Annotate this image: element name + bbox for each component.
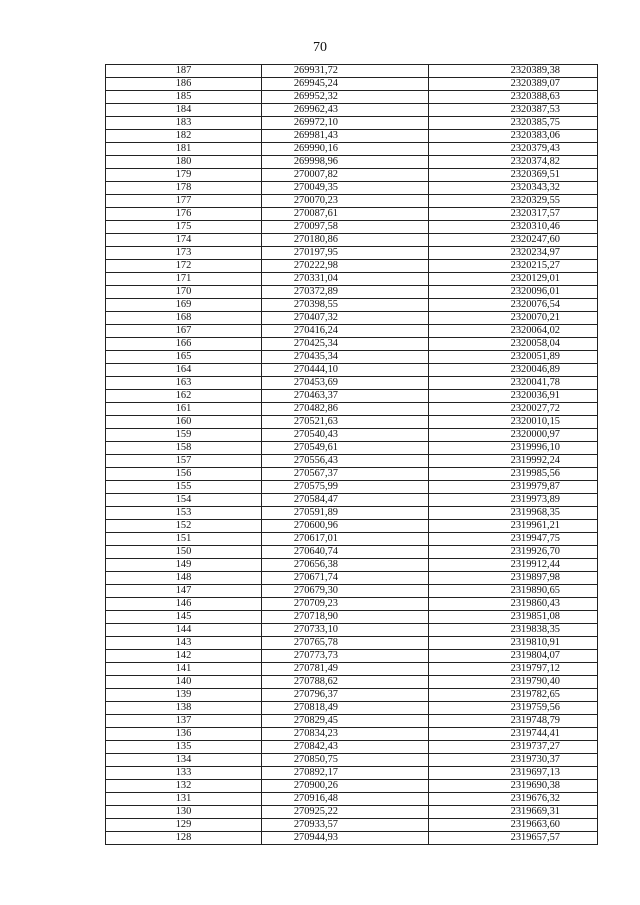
- point-number-cell: 129: [106, 819, 262, 832]
- y-coordinate-cell: 2319926,70: [429, 546, 598, 559]
- y-coordinate-cell: 2319730,37: [429, 754, 598, 767]
- table-row: [106, 611, 598, 624]
- point-number-cell: 153: [106, 507, 262, 520]
- point-number-cell: 175: [106, 221, 262, 234]
- y-coordinate-cell: 2319690,38: [429, 780, 598, 793]
- y-coordinate-cell: 2320389,07: [429, 78, 598, 91]
- point-number-cell: 187: [106, 65, 262, 78]
- table-row: [106, 494, 598, 507]
- y-coordinate-cell: 2320070,21: [429, 312, 598, 325]
- y-coordinate-cell: 2319838,35: [429, 624, 598, 637]
- y-coordinate-cell: 2320041,78: [429, 377, 598, 390]
- table-row: [106, 182, 598, 195]
- point-number-cell: 178: [106, 182, 262, 195]
- x-coordinate-cell: 270398,55: [262, 299, 429, 312]
- table-row: [106, 221, 598, 234]
- x-coordinate-cell: 269931,72: [262, 65, 429, 78]
- point-number-cell: 169: [106, 299, 262, 312]
- table-row: [106, 130, 598, 143]
- table-row: [106, 819, 598, 832]
- point-number-cell: 179: [106, 169, 262, 182]
- point-number-cell: 182: [106, 130, 262, 143]
- point-number-cell: 144: [106, 624, 262, 637]
- y-coordinate-cell: 2320051,89: [429, 351, 598, 364]
- point-number-cell: 145: [106, 611, 262, 624]
- table-row: [106, 663, 598, 676]
- table-row: [106, 364, 598, 377]
- table-row: [106, 533, 598, 546]
- point-number-cell: 155: [106, 481, 262, 494]
- point-number-cell: 161: [106, 403, 262, 416]
- x-coordinate-cell: 270933,57: [262, 819, 429, 832]
- table-row: [106, 806, 598, 819]
- point-number-cell: 147: [106, 585, 262, 598]
- point-number-cell: 180: [106, 156, 262, 169]
- point-number-cell: 160: [106, 416, 262, 429]
- x-coordinate-cell: 270425,34: [262, 338, 429, 351]
- point-number-cell: 128: [106, 832, 262, 845]
- y-coordinate-cell: 2319968,35: [429, 507, 598, 520]
- y-coordinate-cell: 2320343,32: [429, 182, 598, 195]
- table-row: [106, 650, 598, 663]
- x-coordinate-cell: 270584,47: [262, 494, 429, 507]
- point-number-cell: 141: [106, 663, 262, 676]
- x-coordinate-cell: 270197,95: [262, 247, 429, 260]
- x-coordinate-cell: 269972,10: [262, 117, 429, 130]
- point-number-cell: 132: [106, 780, 262, 793]
- x-coordinate-cell: 270049,35: [262, 182, 429, 195]
- table-row: [106, 689, 598, 702]
- x-coordinate-cell: 270916,48: [262, 793, 429, 806]
- x-coordinate-cell: 270640,74: [262, 546, 429, 559]
- y-coordinate-cell: 2320385,75: [429, 117, 598, 130]
- point-number-cell: 181: [106, 143, 262, 156]
- y-coordinate-cell: 2319897,98: [429, 572, 598, 585]
- table-row: [106, 520, 598, 533]
- point-number-cell: 186: [106, 78, 262, 91]
- table-row: [106, 312, 598, 325]
- table-row: [106, 780, 598, 793]
- y-coordinate-cell: 2320374,82: [429, 156, 598, 169]
- x-coordinate-cell: 270671,74: [262, 572, 429, 585]
- y-coordinate-cell: 2319961,21: [429, 520, 598, 533]
- table-row: [106, 104, 598, 117]
- point-number-cell: 166: [106, 338, 262, 351]
- point-number-cell: 137: [106, 715, 262, 728]
- y-coordinate-cell: 2320036,91: [429, 390, 598, 403]
- x-coordinate-cell: 270773,73: [262, 650, 429, 663]
- y-coordinate-cell: 2320046,89: [429, 364, 598, 377]
- x-coordinate-cell: 270097,58: [262, 221, 429, 234]
- x-coordinate-cell: 270007,82: [262, 169, 429, 182]
- y-coordinate-cell: 2319979,87: [429, 481, 598, 494]
- x-coordinate-cell: 270818,49: [262, 702, 429, 715]
- x-coordinate-cell: 270788,62: [262, 676, 429, 689]
- table-row: [106, 91, 598, 104]
- y-coordinate-cell: 2319737,27: [429, 741, 598, 754]
- point-number-cell: 146: [106, 598, 262, 611]
- x-coordinate-cell: 270575,99: [262, 481, 429, 494]
- x-coordinate-cell: 269962,43: [262, 104, 429, 117]
- x-coordinate-cell: 270556,43: [262, 455, 429, 468]
- table-row: [106, 624, 598, 637]
- y-coordinate-cell: 2320215,27: [429, 260, 598, 273]
- y-coordinate-cell: 2319797,12: [429, 663, 598, 676]
- y-coordinate-cell: 2320000,97: [429, 429, 598, 442]
- x-coordinate-cell: 270463,37: [262, 390, 429, 403]
- y-coordinate-cell: 2320010,15: [429, 416, 598, 429]
- y-coordinate-cell: 2319657,57: [429, 832, 598, 845]
- x-coordinate-cell: 270834,23: [262, 728, 429, 741]
- table-row: [106, 286, 598, 299]
- x-coordinate-cell: 270925,22: [262, 806, 429, 819]
- x-coordinate-cell: 270407,32: [262, 312, 429, 325]
- table-row: [106, 208, 598, 221]
- x-coordinate-cell: 270521,63: [262, 416, 429, 429]
- y-coordinate-cell: 2320027,72: [429, 403, 598, 416]
- point-number-cell: 135: [106, 741, 262, 754]
- point-number-cell: 136: [106, 728, 262, 741]
- table-row: [106, 559, 598, 572]
- table-row: [106, 273, 598, 286]
- x-coordinate-cell: 270540,43: [262, 429, 429, 442]
- y-coordinate-cell: 2319759,56: [429, 702, 598, 715]
- x-coordinate-cell: 269990,16: [262, 143, 429, 156]
- y-coordinate-cell: 2320076,54: [429, 299, 598, 312]
- table-row: [106, 234, 598, 247]
- table-row: [106, 143, 598, 156]
- table-row: [106, 585, 598, 598]
- y-coordinate-cell: 2320387,53: [429, 104, 598, 117]
- table-row: [106, 728, 598, 741]
- table-row: [106, 377, 598, 390]
- x-coordinate-cell: 270892,17: [262, 767, 429, 780]
- table-row: [106, 598, 598, 611]
- table-row: [106, 793, 598, 806]
- x-coordinate-cell: 270733,10: [262, 624, 429, 637]
- x-coordinate-cell: 270765,78: [262, 637, 429, 650]
- y-coordinate-cell: 2319810,91: [429, 637, 598, 650]
- y-coordinate-cell: 2319744,41: [429, 728, 598, 741]
- x-coordinate-cell: 270222,98: [262, 260, 429, 273]
- table-row: [106, 338, 598, 351]
- point-number-cell: 184: [106, 104, 262, 117]
- y-coordinate-cell: 2319697,13: [429, 767, 598, 780]
- x-coordinate-cell: 269981,43: [262, 130, 429, 143]
- x-coordinate-cell: 270718,90: [262, 611, 429, 624]
- x-coordinate-cell: 270591,89: [262, 507, 429, 520]
- x-coordinate-cell: 269945,24: [262, 78, 429, 91]
- table-row: [106, 702, 598, 715]
- point-number-cell: 164: [106, 364, 262, 377]
- point-number-cell: 174: [106, 234, 262, 247]
- x-coordinate-cell: 270482,86: [262, 403, 429, 416]
- y-coordinate-cell: 2319676,32: [429, 793, 598, 806]
- y-coordinate-cell: 2319973,89: [429, 494, 598, 507]
- x-coordinate-cell: 270617,01: [262, 533, 429, 546]
- table-row: [106, 65, 598, 78]
- table-row: [106, 676, 598, 689]
- point-number-cell: 152: [106, 520, 262, 533]
- y-coordinate-cell: 2319890,65: [429, 585, 598, 598]
- x-coordinate-cell: 270567,37: [262, 468, 429, 481]
- y-coordinate-cell: 2319992,24: [429, 455, 598, 468]
- x-coordinate-cell: 270850,75: [262, 754, 429, 767]
- y-coordinate-cell: 2320058,04: [429, 338, 598, 351]
- y-coordinate-cell: 2320388,63: [429, 91, 598, 104]
- y-coordinate-cell: 2319912,44: [429, 559, 598, 572]
- y-coordinate-cell: 2320310,46: [429, 221, 598, 234]
- table-row: [106, 637, 598, 650]
- table-row: [106, 741, 598, 754]
- table-row: [106, 351, 598, 364]
- table-row: [106, 416, 598, 429]
- table-row: [106, 832, 598, 845]
- table-row: [106, 78, 598, 91]
- y-coordinate-cell: 2320129,01: [429, 273, 598, 286]
- table-row: [106, 247, 598, 260]
- point-number-cell: 148: [106, 572, 262, 585]
- table-row: [106, 546, 598, 559]
- point-number-cell: 172: [106, 260, 262, 273]
- x-coordinate-cell: 269952,32: [262, 91, 429, 104]
- x-coordinate-cell: 270331,04: [262, 273, 429, 286]
- y-coordinate-cell: 2319748,79: [429, 715, 598, 728]
- table-row: [106, 260, 598, 273]
- y-coordinate-cell: 2319996,10: [429, 442, 598, 455]
- y-coordinate-cell: 2320379,43: [429, 143, 598, 156]
- point-number-cell: 150: [106, 546, 262, 559]
- y-coordinate-cell: 2319663,60: [429, 819, 598, 832]
- table-row: [106, 403, 598, 416]
- point-number-cell: 139: [106, 689, 262, 702]
- y-coordinate-cell: 2320389,38: [429, 65, 598, 78]
- point-number-cell: 173: [106, 247, 262, 260]
- point-number-cell: 149: [106, 559, 262, 572]
- point-number-cell: 151: [106, 533, 262, 546]
- x-coordinate-cell: 270180,86: [262, 234, 429, 247]
- table-row: [106, 754, 598, 767]
- point-number-cell: 168: [106, 312, 262, 325]
- x-coordinate-cell: 270656,38: [262, 559, 429, 572]
- x-coordinate-cell: 270444,10: [262, 364, 429, 377]
- point-number-cell: 183: [106, 117, 262, 130]
- table-row: [106, 429, 598, 442]
- y-coordinate-cell: 2320329,55: [429, 195, 598, 208]
- point-number-cell: 176: [106, 208, 262, 221]
- x-coordinate-cell: 270781,49: [262, 663, 429, 676]
- y-coordinate-cell: 2319947,75: [429, 533, 598, 546]
- point-number-cell: 142: [106, 650, 262, 663]
- y-coordinate-cell: 2319790,40: [429, 676, 598, 689]
- point-number-cell: 143: [106, 637, 262, 650]
- x-coordinate-cell: 270796,37: [262, 689, 429, 702]
- table-row: [106, 455, 598, 468]
- point-number-cell: 165: [106, 351, 262, 364]
- x-coordinate-cell: 269998,96: [262, 156, 429, 169]
- point-number-cell: 158: [106, 442, 262, 455]
- x-coordinate-cell: 270709,23: [262, 598, 429, 611]
- x-coordinate-cell: 270087,61: [262, 208, 429, 221]
- page-number: 70: [313, 40, 327, 55]
- x-coordinate-cell: 270842,43: [262, 741, 429, 754]
- table-row: [106, 195, 598, 208]
- x-coordinate-cell: 270549,61: [262, 442, 429, 455]
- x-coordinate-cell: 270944,93: [262, 832, 429, 845]
- table-row: [106, 481, 598, 494]
- point-number-cell: 133: [106, 767, 262, 780]
- point-number-cell: 185: [106, 91, 262, 104]
- x-coordinate-cell: 270070,23: [262, 195, 429, 208]
- point-number-cell: 163: [106, 377, 262, 390]
- point-number-cell: 156: [106, 468, 262, 481]
- table-row: [106, 715, 598, 728]
- y-coordinate-cell: 2320247,60: [429, 234, 598, 247]
- x-coordinate-cell: 270900,26: [262, 780, 429, 793]
- point-number-cell: 130: [106, 806, 262, 819]
- table-row: [106, 325, 598, 338]
- x-coordinate-cell: 270829,45: [262, 715, 429, 728]
- point-number-cell: 140: [106, 676, 262, 689]
- table-row: [106, 767, 598, 780]
- coordinates-table-body: [106, 65, 598, 845]
- table-row: [106, 442, 598, 455]
- y-coordinate-cell: 2319804,07: [429, 650, 598, 663]
- x-coordinate-cell: 270679,30: [262, 585, 429, 598]
- point-number-cell: 154: [106, 494, 262, 507]
- table-row: [106, 156, 598, 169]
- y-coordinate-cell: 2319851,08: [429, 611, 598, 624]
- point-number-cell: 171: [106, 273, 262, 286]
- x-coordinate-cell: 270600,96: [262, 520, 429, 533]
- point-number-cell: 134: [106, 754, 262, 767]
- point-number-cell: 138: [106, 702, 262, 715]
- y-coordinate-cell: 2320064,02: [429, 325, 598, 338]
- y-coordinate-cell: 2320234,97: [429, 247, 598, 260]
- x-coordinate-cell: 270453,69: [262, 377, 429, 390]
- table-row: [106, 507, 598, 520]
- x-coordinate-cell: 270372,89: [262, 286, 429, 299]
- y-coordinate-cell: 2319860,43: [429, 598, 598, 611]
- y-coordinate-cell: 2320317,57: [429, 208, 598, 221]
- x-coordinate-cell: 270435,34: [262, 351, 429, 364]
- y-coordinate-cell: 2320383,06: [429, 130, 598, 143]
- point-number-cell: 131: [106, 793, 262, 806]
- point-number-cell: 157: [106, 455, 262, 468]
- y-coordinate-cell: 2319669,31: [429, 806, 598, 819]
- y-coordinate-cell: 2319985,56: [429, 468, 598, 481]
- table-row: [106, 117, 598, 130]
- y-coordinate-cell: 2320369,51: [429, 169, 598, 182]
- table-row: [106, 572, 598, 585]
- x-coordinate-cell: 270416,24: [262, 325, 429, 338]
- point-number-cell: 167: [106, 325, 262, 338]
- y-coordinate-cell: 2319782,65: [429, 689, 598, 702]
- table-row: [106, 299, 598, 312]
- point-number-cell: 170: [106, 286, 262, 299]
- table-row: [106, 390, 598, 403]
- point-number-cell: 162: [106, 390, 262, 403]
- coordinates-table: [105, 64, 598, 845]
- point-number-cell: 159: [106, 429, 262, 442]
- table-row: [106, 468, 598, 481]
- table-row: [106, 169, 598, 182]
- y-coordinate-cell: 2320096,01: [429, 286, 598, 299]
- point-number-cell: 177: [106, 195, 262, 208]
